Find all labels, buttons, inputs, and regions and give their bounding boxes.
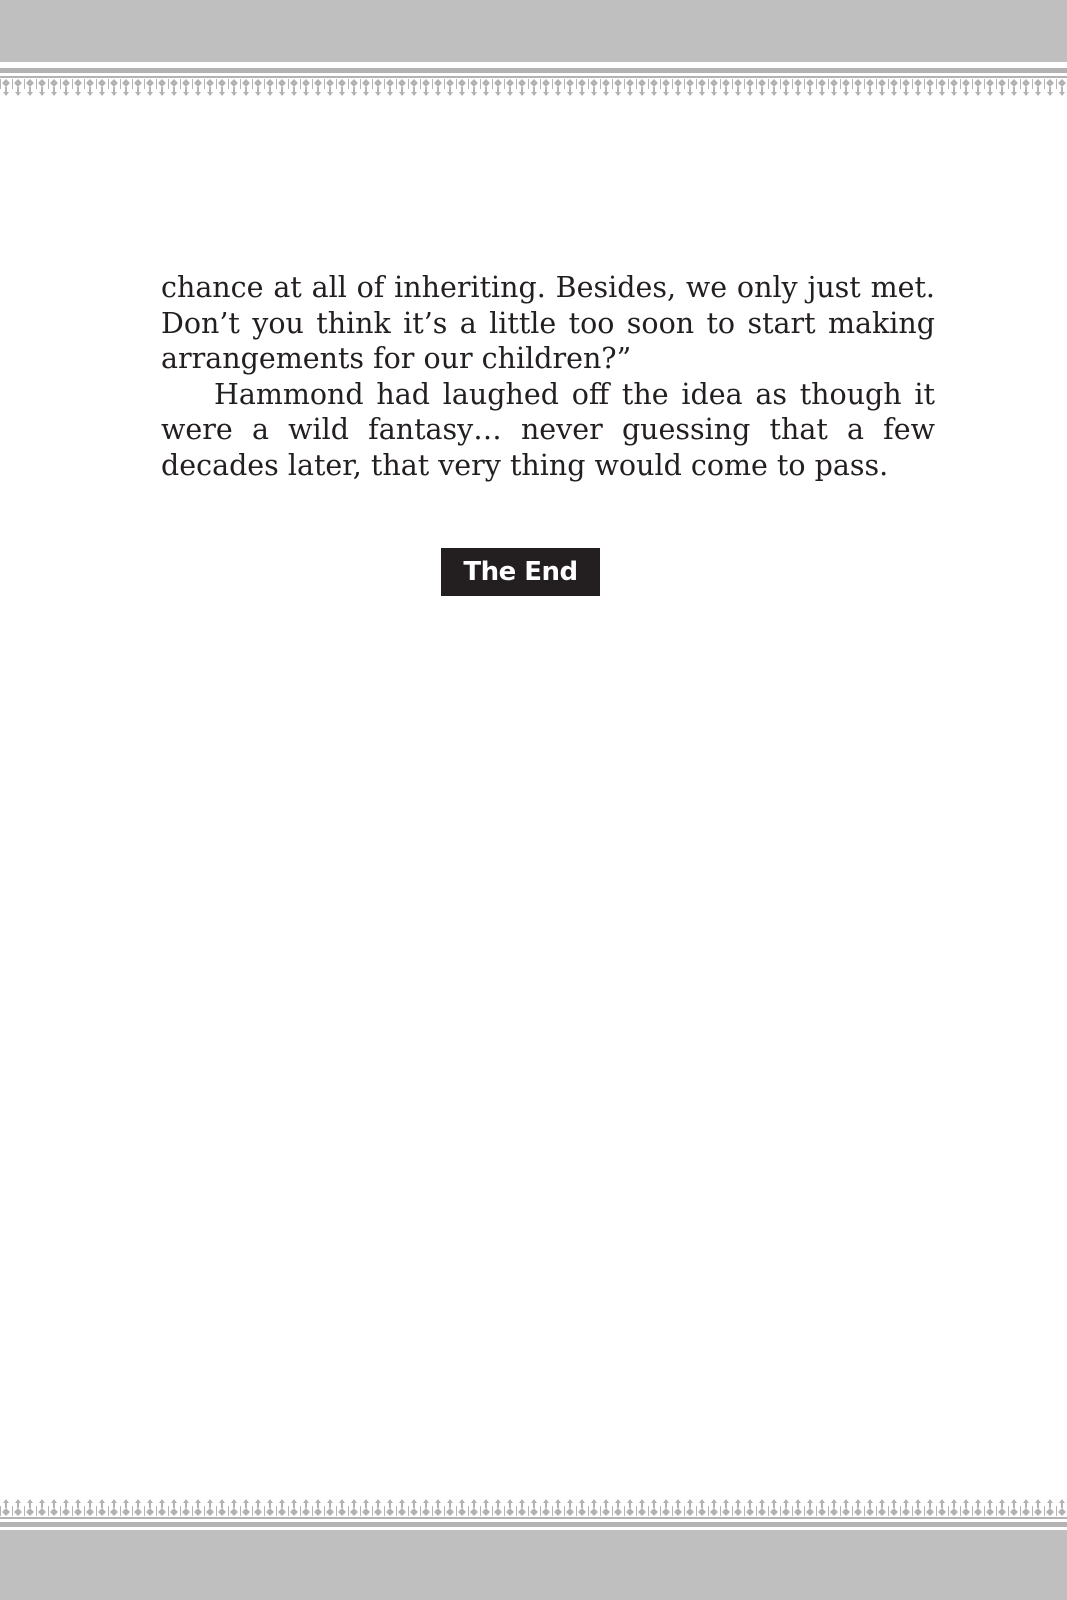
top-gray-band <box>0 0 1067 62</box>
story-text <box>161 270 935 484</box>
paragraph-2: Hammond had laughed off the idea as though it were a wild fantasy… never guessing that a few decades later, that very thing would come to pass. <box>161 377 935 482</box>
bottom-gray-band <box>0 1530 1067 1600</box>
paragraph-1: chance at all of inheriting. Besides, we only just met. Don’t you think it’s a little too soon to start making arrangements for our children?” <box>161 271 935 376</box>
the-end-label: The End <box>441 548 600 596</box>
top-ornamental-border <box>0 68 1067 102</box>
bottom-ornamental-border <box>0 1493 1067 1527</box>
